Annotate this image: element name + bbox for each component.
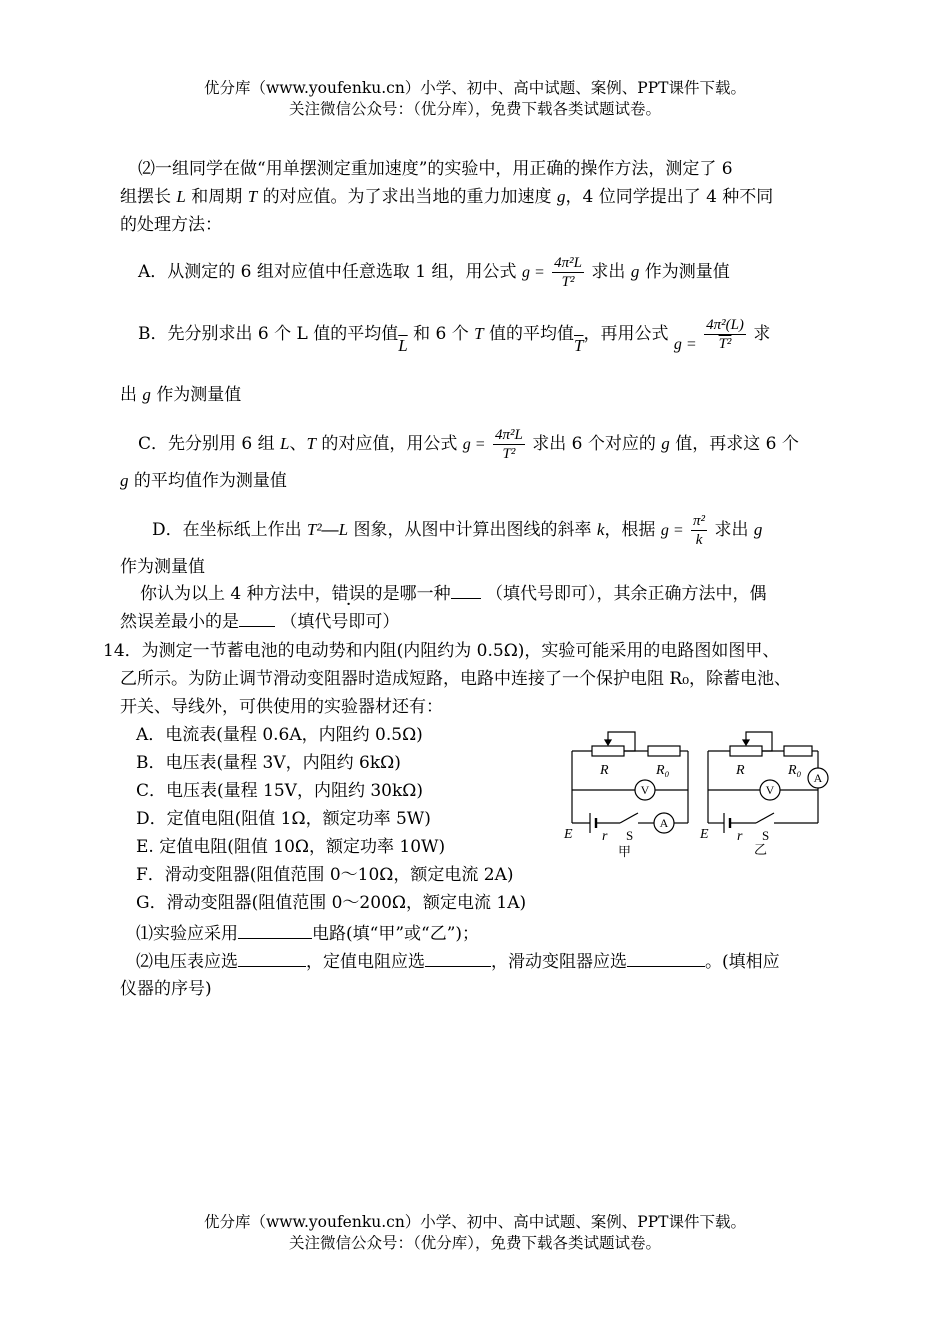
q13-option-c-cont: g 的平均值作为测量值 <box>120 471 287 491</box>
q14-item-e: E. 定值电阻(阻值 10Ω，额定功率 10W) <box>136 837 446 857</box>
answer-blank-circuit[interactable] <box>238 922 312 939</box>
label-v-yi: V <box>765 783 775 797</box>
q13-question-line-2: 然误差最小的是 （填代号即可） <box>120 612 400 632</box>
label-v-jia: V <box>640 783 650 797</box>
circuit-diagrams <box>560 728 850 858</box>
header-line-1: 优分库（www.youfenku.cn）小学、初中、高中试题、案例、PPT课件下载。 <box>203 79 747 97</box>
label-s-jia: S <box>626 828 634 843</box>
rheostat-r-yi <box>730 746 762 756</box>
q13-option-b: B．先分别求出 6 个 L 值的平均值$\overline{L}$ 和 6 个 T 值的平均值$\overline{T}$，再用公式 g = $\frac{\text{4π²(L)}}{\text{T²}}$ 求 <box>138 317 771 355</box>
switch-yi <box>756 813 774 823</box>
q14-sub-2-cont: 仪器的序号) <box>120 979 212 999</box>
q14-item-a: A．电流表(量程 0.6A，内阻约 0.5Ω) <box>136 725 423 745</box>
q14-item-d: D．定值电阻(阻值 1Ω，额定功率 5W) <box>136 809 431 829</box>
resistor-r0-jia <box>648 746 680 756</box>
q13-intro-line-1: ⑵一组同学在做“用单摆测定重加速度”的实验中，用正确的操作方法，测定了 6 <box>138 159 733 179</box>
formula-a: $\frac{\text{4π²L}}{\text{T²}}$ <box>554 255 582 290</box>
answer-blank-best-method[interactable] <box>239 610 275 627</box>
answer-blank-voltmeter[interactable] <box>238 950 306 967</box>
q13-question-line-1: 你认为以上 4 种方法中，错误的是哪一种 （填代号即可），其余正确方法中，偶 <box>140 584 767 604</box>
label-r-internal-jia: r <box>602 829 608 844</box>
q14-sub-2: ⑵电压表应选 ，定值电阻应选 ，滑动变阻器应选 。(填相应 <box>136 952 780 972</box>
formula-c: $\frac{\text{4π²L}}{\text{T²}}$ <box>495 427 523 462</box>
label-r0-jia: R₀ <box>656 763 670 778</box>
q14-sub-1: ⑴实验应采用 电路(填“甲”或“乙”)； <box>136 924 480 944</box>
q14-line-3: 开关、导线外，可供使用的实验器材还有： <box>120 697 443 717</box>
caption-yi: 乙 <box>754 842 768 857</box>
header-line-2: 关注微信公众号：（优分库），免费下载各类试题试卷。 <box>288 100 661 118</box>
rheostat-r-jia <box>592 746 624 756</box>
q14-line-2: 乙所示。为防止调节滑动变阻器时造成短路，电路中连接了一个保护电阻 R₀，除蓄电池、 <box>120 669 792 689</box>
q14-item-f: F．滑动变阻器(阻值范围 0～10Ω，额定电流 2A) <box>136 865 514 885</box>
label-r-jia: R <box>600 763 609 778</box>
q13-intro-line-2: 组摆长 L 和周期 T 的对应值。为了求出当地的重力加速度 g，4 位同学提出了 4 种不同 <box>120 187 774 207</box>
page-footer <box>0 1212 950 1254</box>
q13-intro-line-3: 的处理方法： <box>120 215 222 235</box>
circuit-jia <box>572 732 688 833</box>
q14-item-c: C．电压表(量程 15V，内阻约 30kΩ) <box>136 781 424 801</box>
label-a-yi: A <box>813 771 823 785</box>
rheostat-slider-yi <box>746 732 772 751</box>
label-r0-yi: R₀ <box>788 763 802 778</box>
formula-d: $\frac{\text{π²}}{k}$ <box>693 513 706 548</box>
label-e-yi: E <box>700 827 709 842</box>
slider-arrow-yi <box>743 740 749 745</box>
q13-option-a: A．从测定的 6 组对应值中任意选取 1 组，用公式 g = $\frac{\text{4π²L}}{\text{T²}}$ 求出 g 作为测量值 <box>138 255 730 290</box>
q13-option-d-cont: 作为测量值 <box>120 557 205 577</box>
label-r-yi: R <box>736 763 745 778</box>
answer-blank-rheostat[interactable] <box>627 950 705 967</box>
label-r-internal-yi: r <box>737 829 743 844</box>
footer-line-2: 关注微信公众号：（优分库），免费下载各类试题试卷。 <box>288 1234 661 1252</box>
caption-jia: 甲 <box>618 844 632 858</box>
label-e-jia: E <box>564 827 573 842</box>
q14-item-b: B．电压表(量程 3V，内阻约 6kΩ) <box>136 753 401 773</box>
label-a-jia: A <box>659 816 669 830</box>
switch-jia <box>620 813 638 823</box>
q14-line-1: 14．为测定一节蓄电池的电动势和内阻(内阻约为 0.5Ω)，实验可能采用的电路图如图甲、 <box>103 641 780 661</box>
q14-item-g: G．滑动变阻器(阻值范围 0～200Ω，额定电流 1A) <box>136 893 527 913</box>
answer-blank-wrong-method[interactable] <box>451 582 481 599</box>
formula-b: $\frac{\text{4π²(L)}}{\text{T²}}$ <box>706 317 744 352</box>
label-s-yi: S <box>762 828 770 843</box>
q13-option-c: C．先分别用 6 组 L、T 的对应值，用公式 g = $\frac{\text{4π²L}}{\text{T²}}$ 求出 6 个对应的 g 值，再求这 6 个 <box>138 427 799 462</box>
slider-arrow-jia <box>605 740 611 745</box>
q13-option-d: D．在坐标纸上作出 T²—L 图象，从图中计算出图线的斜率 k，根据 g = $\frac{\text{π²}}{k}$ 求出 g <box>152 513 763 548</box>
page-header <box>0 78 950 120</box>
q13-option-b-cont: 出 g 作为测量值 <box>120 385 242 405</box>
rheostat-slider-jia <box>608 732 635 751</box>
answer-blank-resistor[interactable] <box>425 950 491 967</box>
resistor-r0-yi <box>784 746 812 756</box>
footer-line-1: 优分库（www.youfenku.cn）小学、初中、高中试题、案例、PPT课件下载。 <box>203 1213 747 1231</box>
